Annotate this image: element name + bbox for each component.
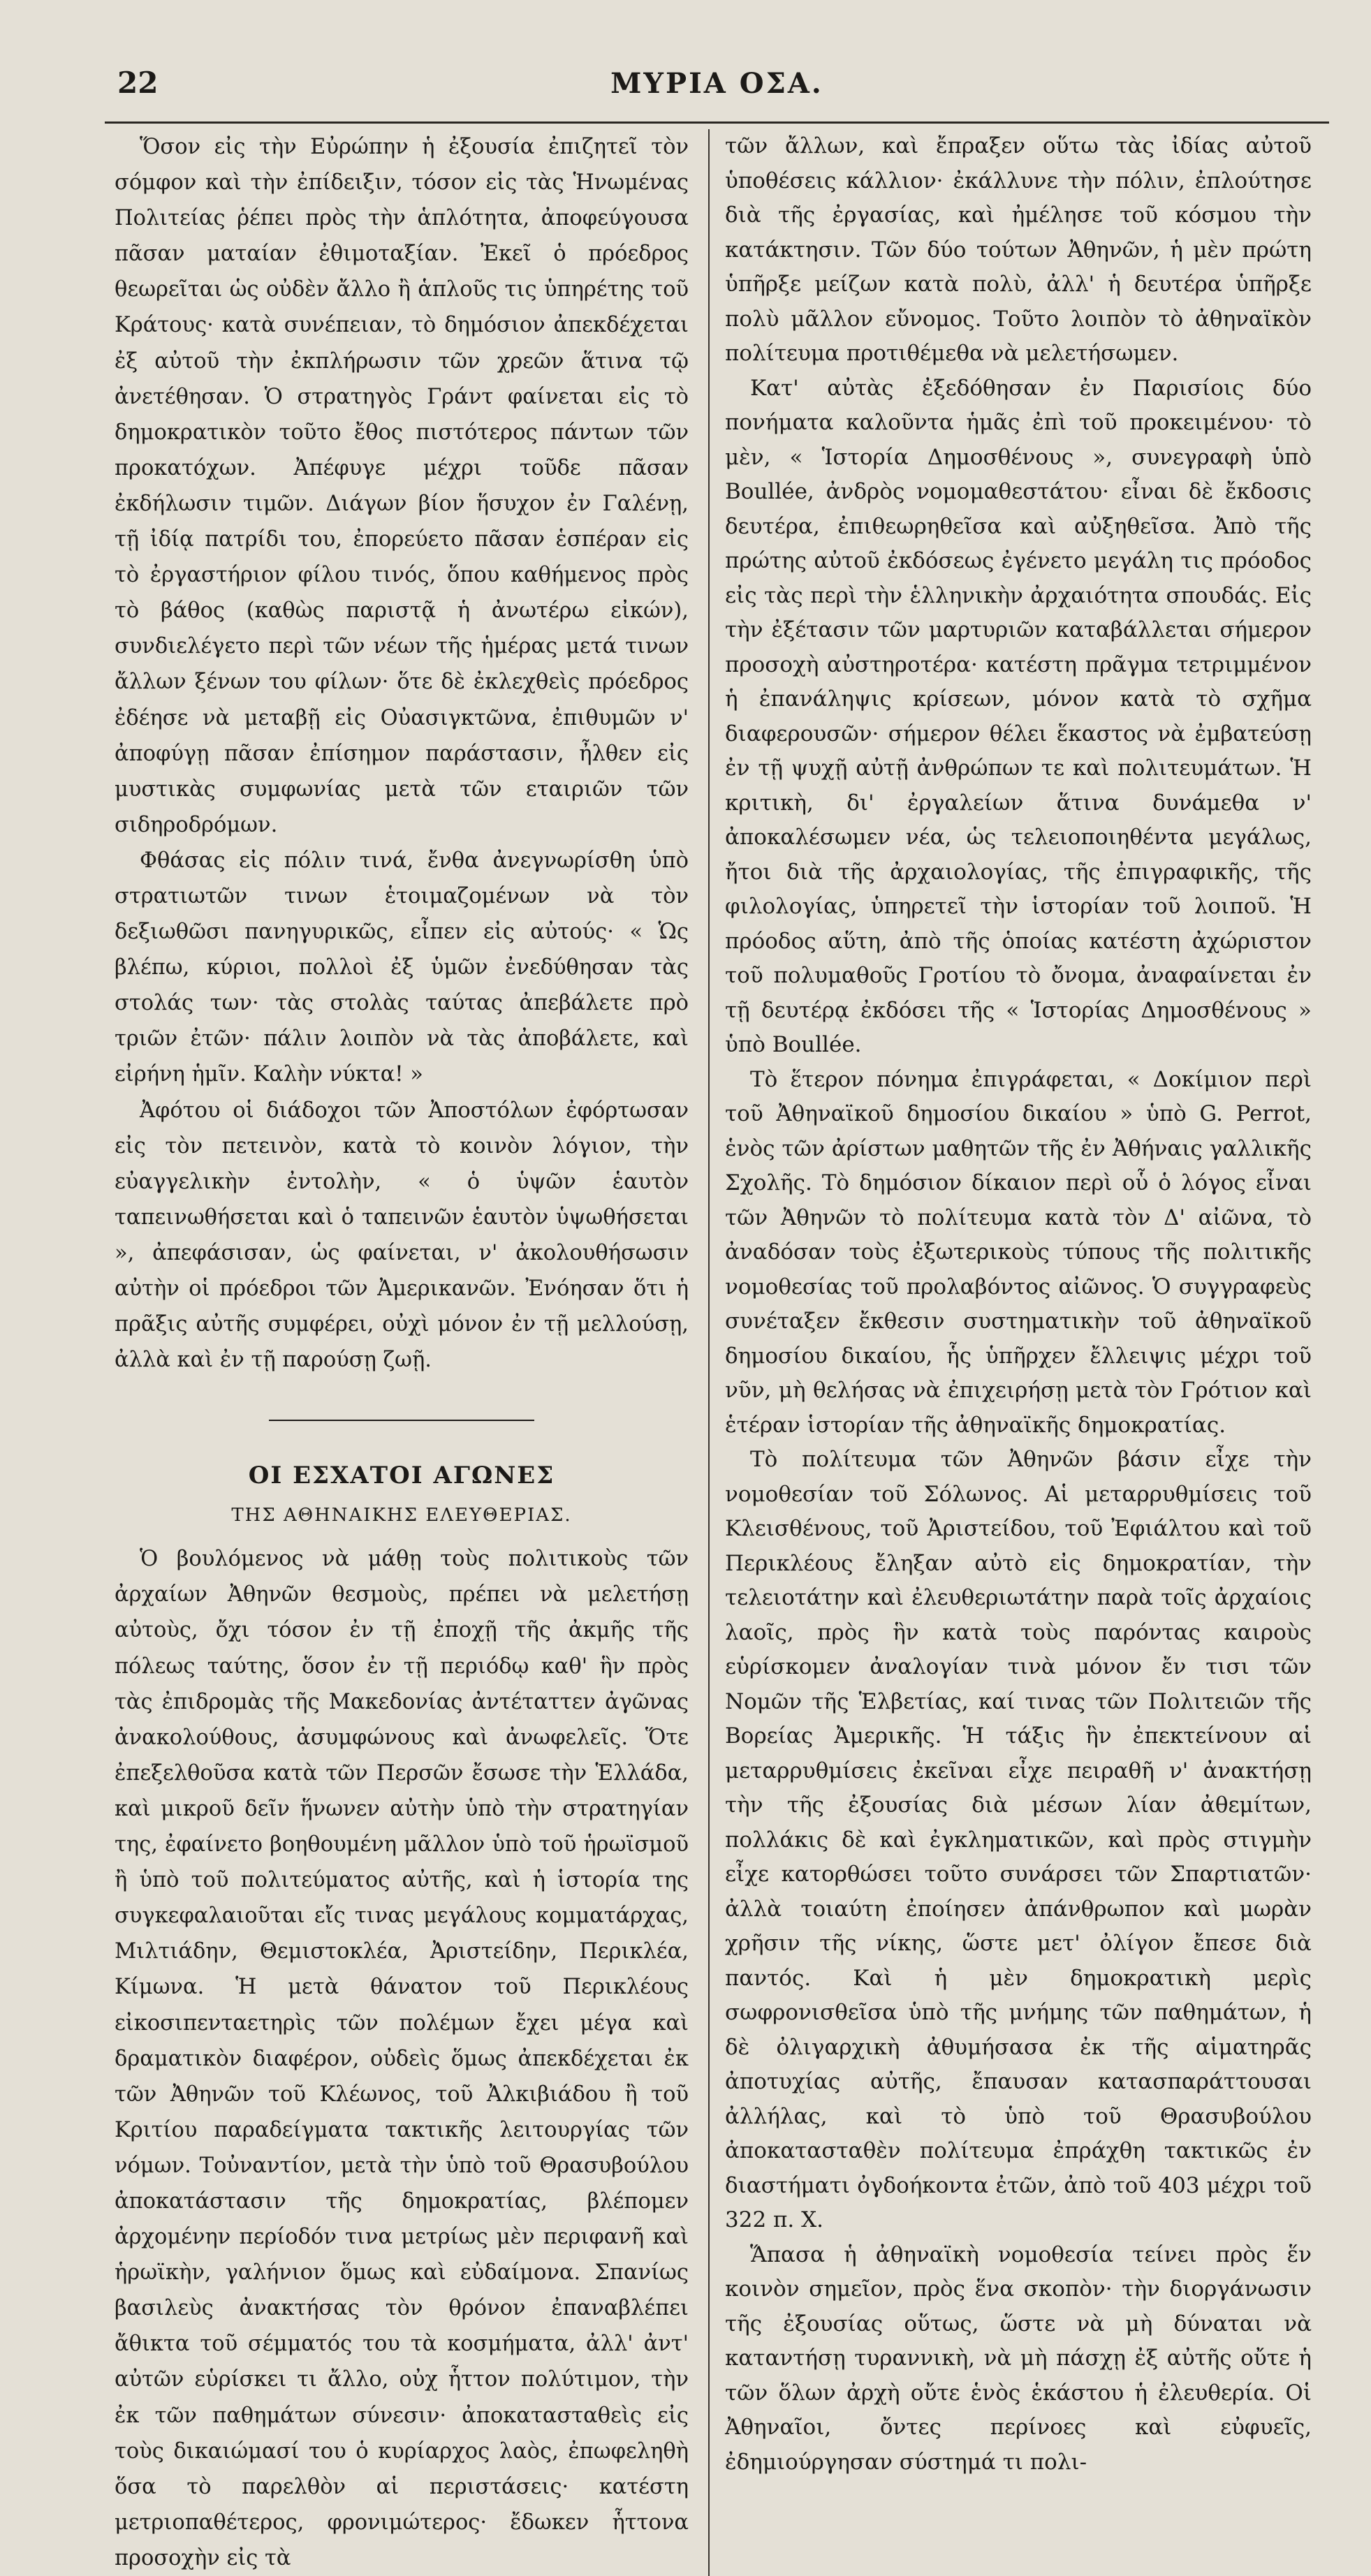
paragraph: Φθάσας εἰς πόλιν τινά, ἔνθα ἀνεγνωρίσθη ὑπὸ στρατιωτῶν τινων ἑτοιμαζομένων νὰ τὸν δεξιωθῶσι πανηγυρικῶς, εἶπεν εἰς αὐτούς· « Ὡς βλέπω, κύριοι, πολλοὶ ἐξ ὑμῶν ἐνεδύθησαν τὰς στολάς των· τὰς στολὰς ταύτας ἀπεβάλετε πρὸ τριῶν ἐτῶν· πάλιν λοιπὸν νὰ τὰς ἀποβάλετε, καὶ εἰρήνη ἡμῖν. Καλὴν νύκτα! » xyxy=(115,848,689,1087)
paragraph: Τὸ πολίτευμα τῶν Ἀθηνῶν βάσιν εἶχε τὴν νομοθεσίαν τοῦ Σόλωνος. Αἱ μεταρρυθμίσεις τοῦ Κλεισθένους, τοῦ Ἀριστείδου, τοῦ Ἐφιάλτου καὶ τοῦ Περικλέους ἔληξαν αὐτὸ εἰς δημοκρατίαν, τὴν τελειοτάτην καὶ ἐλευθεριωτάτην παρὰ τοῖς ἀρχαίοις λαοῖς, πρὸς ἣν κατὰ τοὺς παρόντας καιροὺς εὑρίσκομεν ἀναλογίαν τινὰ μόνον ἔν τισι τῶν Νομῶν τῆς Ἑλβετίας, καί τινας τῶν Πολιτειῶν τῆς Βορείας Ἀμερικῆς. Ἡ τάξις ἣν ἐπεκτείνουν αἱ μεταρρυθμίσεις ἐκεῖναι εἶχε πειραθῆ ν' ἀνακτήσῃ τὴν τῆς ἐξουσίας διὰ μέσων λίαν ἀθεμίτων, πολλάκις δὲ καὶ ἐγκληματικῶν, καὶ πρὸς στιγμὴν εἶχε κατορθώσει τοῦτο συνάρσει τῶν Σπαρτιατῶν· ἀλλὰ τοιαύτη ἐποίησεν ἀπάνθρωπον καὶ μωρὰν χρῆσιν τῆς νίκης, ὥστε μετ' ὀλίγον ἔπεσε διὰ παντός. Καὶ ἡ μὲν δημοκρατικὴ μερὶς σωφρονισθεῖσα ὑπὸ τῆς μνήμης τῶν παθημάτων, ἡ δὲ ὀλιγαρχικὴ ἀθυμήσασα ἐκ τῆς αἱματηρᾶς ἀποτυχίας αὐτῆς, ἔπαυσαν κατασπαράττουσαι ἀλλήλας, καὶ τὸ ὑπὸ τοῦ Θρασυβούλου ἀποκατασταθὲν πολίτευμα ἐπράχθη τακτικῶς ἐν διαστήματι ὀγδοήκοντα ἐτῶν, ἀπὸ τοῦ 403 μέχρι τοῦ 322 π. Χ. xyxy=(725,1447,1312,2232)
paragraph: Ἀφότου οἱ διάδοχοι τῶν Ἀποστόλων ἐφόρτωσαν εἰς τὸν πετεινὸν, κατὰ τὸ κοινὸν λόγιον, τὴν εὐαγγελικὴν ἐντολὴν, « ὁ ὑψῶν ἑαυτὸν ταπεινωθήσεται καὶ ὁ ταπεινῶν ἑαυτὸν ὑψωθήσεται », ἀπεφάσισαν, ὡς φαίνεται, ν' ἀκολουθήσωσιν αὐτὴν οἱ πρόεδροι τῶν Ἀμερικανῶν. Ἐνόησαν ὅτι ἡ πρᾶξις αὐτῆς συμφέρει, οὐχὶ μόνον ἐν τῇ μελλούσῃ, ἀλλὰ καὶ ἐν τῇ παρούσῃ ζωῇ. xyxy=(115,1098,689,1373)
text-columns xyxy=(105,129,1329,2576)
running-title: ΜΥΡΙΑ ΟΣΑ. xyxy=(610,67,823,100)
paragraph: τῶν ἄλλων, καὶ ἔπραξεν οὕτω τὰς ἰδίας αὐτοῦ ὑποθέσεις κάλλιον· ἐκάλλυνε τὴν πόλιν, ἐπλούτησε διὰ τῆς ἐργασίας, καὶ ἠμέλησε τοῦ κόσμου τὴν κατάκτησιν. Τῶν δύο τούτων Ἀθηνῶν, ἡ μὲν πρώτη ὑπῆρξε μείζων κατὰ πολὺ, ἀλλ' ἡ δευτέρα ὑπῆρξε πολὺ μᾶλλον εὔνομος. Τοῦτο λοιπὸν τὸ ἀθηναϊκὸν πολίτευμα προτιθέμεθα νὰ μελετήσωμεν. xyxy=(725,133,1312,366)
section-title: ΟΙ ΕΣΧΑΤΟΙ ΑΓΩΝΕΣ xyxy=(248,1462,555,1490)
paragraph: Ὅσον εἰς τὴν Εὐρώπην ἡ ἐξουσία ἐπιζητεῖ τὸν σόμφον καὶ τὴν ἐπίδειξιν, τόσον εἰς τὰς Ἡνωμένας Πολιτείας ῥέπει πρὸς τὴν ἁπλότητα, ἀποφεύγουσα πᾶσαν ματαίαν ἐθιμοταξίαν. Ἐκεῖ ὁ πρόεδρος θεωρεῖται ὡς οὐδὲν ἄλλο ἢ ἁπλοῦς τις ὑπηρέτης τοῦ Κράτους· κατὰ συνέπειαν, τὸ δημόσιον ἀπεκδέχεται ἐξ αὐτοῦ τὴν ἐκπλήρωσιν τῶν χρεῶν ἅτινα τῷ ἀνετέθησαν. Ὁ στρατηγὸς Γράντ φαίνεται εἰς τὸ δημοκρατικὸν τοῦτο ἔθος πιστότερος πάντων τῶν προκατόχων. Ἀπέφυγε μέχρι τοῦδε πᾶσαν ἐκδήλωσιν τιμῶν. Διάγων βίον ἥσυχον ἐν Γαλένῃ, τῇ ἰδίᾳ πατρίδι του, ἐπορεύετο πᾶσαν ἑσπέραν εἰς τὸ ἐργαστήριον φίλου τινός, ὅπου καθήμενος πρὸς τὸ βάθος (καθὼς παριστᾷ ἡ ἀνωτέρω εἰκών), συνδιελέγετο περὶ τῶν νέων τῆς ἡμέρας μετά τινων ἄλλων ξένων του φίλων· ὅτε δὲ ἐκλεχθεὶς πρόεδρος ἐδέησε νὰ μεταβῇ εἰς Οὐασιγκτῶνα, ἐπιθυμῶν ν' ἀποφύγῃ πᾶσαν ἐπίσημον παράστασιν, ἦλθεν εἰς μυστικὰς συμφωνίας μετὰ τῶν εταιριῶν τῶν σιδηροδρόμων. xyxy=(115,135,689,837)
page-header xyxy=(105,61,1329,124)
section-subtitle: ΤΗΣ ΑΘΗΝΑΙΚΗΣ ΕΛΕΥΘΕΡΙΑΣ. xyxy=(231,1505,572,1526)
right-column xyxy=(708,129,1312,2576)
section-divider xyxy=(269,1420,534,1421)
page-number: 22 xyxy=(117,66,159,100)
left-column xyxy=(105,129,708,2576)
paragraph: Ἅπασα ἡ ἀθηναϊκὴ νομοθεσία τείνει πρὸς ἕν κοινὸν σημεῖον, πρὸς ἕνα σκοπὸν· τὴν διοργάνωσιν τῆς ἐξουσίας οὕτως, ὥστε νὰ μὴ δύναται νὰ καταντήσῃ τυραννικὴ, νὰ μὴ πάσχῃ ἐξ αὐτῆς οὔτε ἡ τῶν ὅλων ἀρχὴ οὔτε ἑνὸς ἑκάστου ἡ ἐλευθερία. Οἱ Ἀθηναῖοι, ὄντες περίνοες καὶ εὐφυεῖς, ἐδημιούργησαν σύστημά τι πολι- xyxy=(725,2242,1312,2475)
paragraph: Κατ' αὐτὰς ἐξεδόθησαν ἐν Παρισίοις δύο πονήματα καλοῦντα ἡμᾶς ἐπὶ τοῦ προκειμένου· τὸ μὲν, « Ἱστορία Δημοσθένους », συνεγραφὴ ὑπὸ Boullée, ἀνδρὸς νομομαθεστάτου· εἶναι δὲ ἔκδοσις δευτέρα, ἐπιθεωρηθεῖσα καὶ αὐξηθεῖσα. Ἀπὸ τῆς πρώτης αὐτοῦ ἐκδόσεως ἐγένετο μεγάλη τις πρόοδος εἰς τὰς περὶ τὴν ἑλληνικὴν ἀρχαιότητα σπουδάς. Εἰς τὴν ἐξέτασιν τῶν μαρτυριῶν καταβάλλεται σήμερον προσοχὴ αὐστηροτέρα· κατέστη πρᾶγμα τετριμμένον ἡ ἐπανάληψις κρίσεων, μόνον κατὰ τὸ σχῆμα διαφερουσῶν· σήμερον θέλει ἕκαστος νὰ ἐμβατεύσῃ ἐν τῇ ψυχῇ αὐτῇ ἀνθρώπων τε καὶ πολιτευμάτων. Ἡ κριτικὴ, δι' ἐργαλείων ἅτινα δυνάμεθα ν' ἀποκαλέσωμεν νέα, ὡς τελειοποιηθέντα μεγάλως, ἤτοι διὰ τῆς ἀρχαιολογίας, τῆς ἐπιγραφικῆς, τῆς φιλολογίας, ὑπηρετεῖ τὴν ἱστορίαν τοῦ λοιποῦ. Ἡ πρόοδος αὕτη, ἀπὸ τῆς ὁποίας κατέστη ἀχώριστον τοῦ πολυμαθοῦς Γροτίου τὸ ὄνομα, ἀναφαίνεται ἐν τῇ δευτέρᾳ ἐκδόσει τῆς « Ἱστορίας Δημοσθένους » ὑπὸ Boullée. xyxy=(725,375,1312,1057)
paragraph: Τὸ ἕτερον πόνημα ἐπιγράφεται, « Δοκίμιον περὶ τοῦ Ἀθηναϊκοῦ δημοσίου δικαίου » ὑπὸ G. Perrot, ἑνὸς τῶν ἀρίστων μαθητῶν τῆς ἐν Ἀθήναις γαλλικῆς Σχολῆς. Τὸ δημόσιον δίκαιον περὶ οὗ ὁ λόγος εἶναι τῶν Ἀθηνῶν τὸ πολίτευμα κατὰ τὸν Δ' αἰῶνα, τὸ ἀναδόσαν τοὺς ἐξωτερικοὺς τύπους τῆς πολιτικῆς νομοθεσίας τοῦ προλαβόντος αἰῶνος. Ὁ συγγραφεὺς συνέταξεν ἔκθεσιν συστηματικὴν τοῦ ἀθηναϊκοῦ δημοσίου δικαίου, ἧς ὑπῆρχεν ἔλλειψις μέχρι τοῦ νῦν, μὴ θελήσας νὰ ἐπιχειρήσῃ μετὰ τὸν Γρότιον καὶ ἑτέραν ἱστορίαν τῆς ἀθηναϊκῆς δημοκρατίας. xyxy=(725,1066,1312,1438)
article-paragraph: Ὁ βουλόμενος νὰ μάθῃ τοὺς πολιτικοὺς τῶν ἀρχαίων Ἀθηνῶν θεσμοὺς, πρέπει νὰ μελετήσῃ αὐτοὺς, ὄχι τόσον ἐν τῇ ἐποχῇ τῆς ἀκμῆς τῆς πόλεως ταύτης, ὅσον ἐν τῇ περιόδῳ καθ' ἣν πρὸς τὰς ἐπιδρομὰς τῆς Μακεδονίας ἀντέταττεν ἀγῶνας ἀνακολούθους, ἀσυμφώνους καὶ ἀνωφελεῖς. Ὅτε ἐπεξελθοῦσα κατὰ τῶν Περσῶν ἔσωσε τὴν Ἑλλάδα, καὶ μικροῦ δεῖν ἥνωνεν αὐτὴν ὑπὸ τὴν στρατηγίαν της, ἐφαίνετο βοηθουμένη μᾶλλον ὑπὸ τοῦ ἡρωϊσμοῦ ἢ ὑπὸ τοῦ πολιτεύματος αὐτῆς, καὶ ἡ ἱστορία της συγκεφαλαιοῦται εἴς τινας μεγάλους κομματάρχας, Μιλτιάδην, Θεμιστοκλέα, Ἀριστείδην, Περικλέα, Κίμωνα. Ἡ μετὰ θάνατον τοῦ Περικλέους εἰκοσιπενταετηρὶς τῶν πολέμων ἔχει μέγα καὶ δραματικὸν διαφέρον, οὐδεὶς ὅμως ἀπεκδέχεται ἐκ τῶν Ἀθηνῶν τοῦ Κλέωνος, τοῦ Ἀλκιβιάδου ἢ τοῦ Κριτίου παραδείγματα τακτικῆς λειτουργίας τῶν νόμων. Τοὐναντίον, μετὰ τὴν ὑπὸ τοῦ Θρασυβούλου ἀποκατάστασιν τῆς δημοκρατίας, βλέπομεν ἀρχομένην περίοδόν τινα μετρίως μὲν περιφανῆ καὶ ἡρωϊκὴν, γαλήνιον ὅμως καὶ εὐδαίμονα. Σπανίως βασιλεὺς ἀνακτήσας τὸν θρόνον ἐπαναβλέπει ἄθικτα τοῦ σέμματός του τὰ κοσμήματα, ἀλλ' ἀντ' αὐτῶν εὑρίσκει τι ἄλλο, οὐχ ἧττον πολύτιμον, τὴν ἐκ τῶν παθημάτων σύνεσιν· ἀποκατασταθεὶς εἰς τοὺς δικαιώμασί του ὁ κυρίαρχος λαὸς, ἐπωφεληθὴ ὅσα τὸ παρελθὸν αἱ περιστάσεις· κατέστη μετριοπαθέτερος, φρονιμώτερος· ἔδωκεν ἧττονα προσοχὴν εἰς τὰ xyxy=(115,1547,689,2570)
